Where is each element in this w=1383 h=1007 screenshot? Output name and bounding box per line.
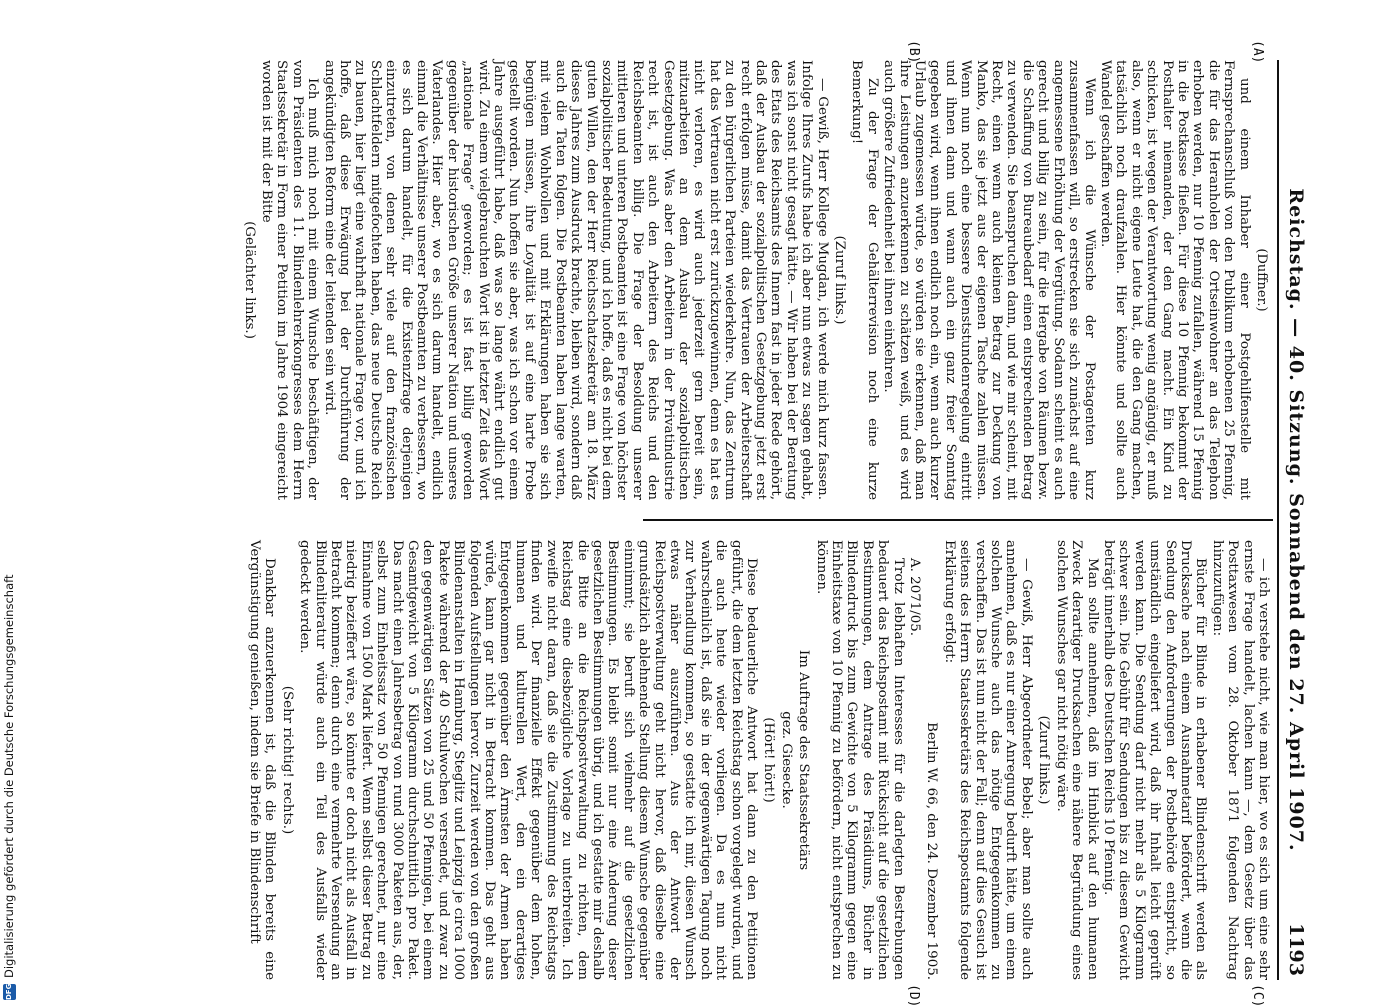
left-column bbox=[239, 60, 1271, 500]
rotated-page bbox=[79, 40, 1309, 1007]
quoted-proposal: Bücher für Blinde in erhabener Blindenschrift werden als Drucksache nach einem Ausnahmetarif befördert, wenn die Sendung den Anforderungen der Postbehörde entspricht, so umständlich eingeliefert wird, daß ihr Inhalt leicht geprüft werden kann. Die Sendung darf nicht mehr als 5 Kilogramm schwer sein. Die Gebühr für Sendungen bis zu diesem Gewicht beträgt innerhalb des Deutschen Reichs 10 Pfennig. bbox=[1100, 540, 1209, 980]
interjection: (Gelächter links.) bbox=[241, 221, 257, 339]
interjection: (Zuruf links.) bbox=[1036, 715, 1052, 805]
letter-signature: gez. Giesecke. bbox=[778, 711, 794, 809]
paragraph: und einem Inhaber einer Postgehilfenstelle mit Fernsprechanschluß von den Publikum erhobenen 25 Pfennig, die für das Heranholen der Ortseinwohner an das Telephon erhoben werden, nur 10 Pfennig zufallen, während 15 Pfennig in die Postkasse fließen. Für diese 10 Pfennig bekommt der Posthalter niemanden, der den Gang macht. Ein Kind zu schicken, ist wegen der Verantwortung wenig angängig, er muß also, wenn er nicht eigene Leute hat, die den Gang machen, tatsächlich noch draufzahlen. Hier könnte und sollte auch Wandel geschaffen werden. bbox=[1097, 60, 1252, 500]
paragraph: Ich muß mich noch mit einem Wunsche beschäftigen, der vom Präsidenten des 11. Blindenlehrerkongresses dem Herrn Staatssekretär in Form einer Petition im Jahre 1904 eingereicht worden ist mit der Bitte bbox=[259, 60, 321, 500]
letter-signature-line: Im Auftrage des Staatssekretärs bbox=[796, 649, 812, 871]
interjection: (Sehr richtig! rechts.) bbox=[279, 685, 295, 835]
letter-reference: A. 2071/05. bbox=[907, 558, 923, 637]
interjection: (Hört! hört!) bbox=[761, 717, 777, 803]
paragraph: Diese bedauerliche Antwort hat dann zu den Petitionen geführt, die dem letzten Reichstag schon vorgelegt wurden, und die auch heute wieder vorliegen. Da es nun nicht wahrscheinlich ist, daß sie in der gegenwärtigen Tagung noch zur Verhandlung kommen, so gestatte ich mir, diesen Wunsch etwas näher auszuführen. Aus der Antwort der Reichspostverwaltung geht nicht hervor, daß dieselbe eine grundsätzlich ablehnende Stellung diesem Wunsche gegenüber einnimmt; sie beruft sich vielmehr auf die gesetzlichen Bestimmungen. Es bleibt somit nur eine Änderung dieser gesetzlichen Bestimmungen übrig, und ich gestatte mir deshalb die Bitte an die Reichspostverwaltung zu richten, dem Reichstag eine diesbezügliche Vorlage zu unterbreiten. Ich zweifle nicht daran, daß sie die Zustimmung des Reichstags finden wird. Der finanzielle Effekt gegenüber dem hohen, humanen und kulturellen Wert, den ein derartiges Entgegenkommen gegenüber den Ärmsten der Armen haben würde, kann gar nicht in Betracht kommen. Das geht aus folgenden Aufstellungen hervor. Zurzeit werden von den großen Blindenanstalten in Hamburg, Steglitz und Leipzig je circa 1000 Pakete während der 40 Schulwochen versendet, und zwar zu den gegenwärtigen Sätzen von 25 und 50 Pfennigen, bei einem Gesamtgewicht von 5 Kilogramm durchschnittlich pro Paket. Das macht einen Jahresbetrag von rund 3000 Paketen aus, der, selbst zum Einheitssatz von 50 Pfennigen gerechnet, nur eine Einnahme von 1500 Mark liefert. Wenn selbst dieser Betrag zu niedrig bezieffert wäre, so könnte er doch nicht als Ausfall in Betracht kommen; denn durch eine vermehrte Versendung an Blindenliteratur würde auch ein Teil des Ausfalls wieder gedeckt werden. bbox=[297, 540, 759, 980]
margin-marker-a: (A) bbox=[1250, 40, 1265, 64]
paragraph: — Gewiß, Herr Abgeordneter Bebel; aber man sollte auch annehmen, daß es nur einer Anregung bedurft hätte, um einem solchen Wunsche auch das nötige Entgegenkommen zu verschaffen. Das ist nun nicht der Fall; denn auf dies Gesuch ist seitens des Herrn Staatssekretärs des Reichspostamts folgende Erklärung erfolgt: bbox=[941, 540, 1034, 980]
column-divider bbox=[643, 519, 1273, 521]
paragraph: Dankbar anzuerkennen ist, daß die Blinden bereits eine Vergünstigung genießen, indem sie Briefe in Blindenschrift bbox=[247, 540, 278, 980]
interjection: (Zuruf links.) bbox=[832, 235, 848, 325]
right-column bbox=[246, 540, 1271, 980]
page-number: 1193 bbox=[1285, 923, 1307, 976]
funding-footer bbox=[2, 575, 16, 1000]
speaker-name: (Duffner.) bbox=[1254, 248, 1269, 312]
letter-date: Berlin W. 66, den 24. Dezember 1905. bbox=[924, 722, 940, 980]
letter-body: Trotz lebhaften Interesses für die darlegten Bestrebungen bedauert das Reichspostamt mit Rücksicht auf die gesetzlichen Bestimmungen, dem Antrage des Präsidiums, Bücher in Blindendruck bis zum Gewichte von 5 Kilogramm gegen eine Einheitstaxe von 10 Pfennig zu befördern, nicht entsprechen zu können. bbox=[813, 540, 906, 980]
funding-note: Digitalisierung gefördert durch die Deutsche Forschungsgemeinschaft bbox=[2, 574, 16, 978]
paragraph: — ich verstehe nicht, wie man hier, wo es sich um eine sehr ernste Frage handelt, lachen kann —, dem Gesetz über das Posttaxwesen vom 28. Oktober 1871 folgenden Nachtrag hinzuzufügen: bbox=[1209, 540, 1271, 980]
page-header bbox=[1277, 60, 1309, 980]
dfg-logo-icon: DFG bbox=[3, 984, 16, 1000]
margin-marker-d: (D) bbox=[906, 984, 921, 1007]
margin-marker-b: (B) bbox=[906, 40, 921, 64]
page-title: Reichstag. — 40. Sitzung. Sonnabend den 27. April 1907. bbox=[1285, 188, 1307, 852]
paragraph: — Gewiß, Herr Kollege Mugdan, ich werde mich kurz fassen. Infolge Ihres Zurufs habe ich aber nun etwas zu sagen gehabt, was ich sonst nicht gesagt hätte. — Wir haben bei der Beratung des Etats des Reichsamts des Innern fast in jeder Rede gehört, daß der Ausbau der sozialpolitischen Gesetzgebung jetzt erst recht erfolgen müsse, damit das Vertrauen der Arbeiterschaft zu den bürgerlichen Parteien wiederkehre. Nun, das Zentrum hat das Vertrauen nicht erst zurückzugewinnen, denn es hat es nicht verloren, es wird auch jederzeit gern bereit sein, mitzuarbeiten an dem Ausbau der sozialpolitischen Gesetzgebung. Was aber den Arbeitern in der Privatindustrie recht ist, ist auch den Arbeitern des Reichs und den Reichsbeamten billig. Die Frage der Besoldung unserer mittleren und unteren Postbeamten ist eine Frage von höchster sozialpolitischer Bedeutung, und ich hoffe, daß es nicht bei dem guten Willen, den der Herr Reichsschatzsekretär am 18. März dieses Jahres zum Ausdruck brachte, bleiben wird, sondern daß auch die Taten folgen. Die Postbeamten haben lange warten, mit vielem Wohlwollen und mit Erklärungen haben sie sich begnügen müssen, ihre Loyalität ist auf eine harte Probe gestellt worden. Nun hoffen sie aber, was ich schon vor einem Jahre ausgeführt habe, daß was so lange währt endlich gut wird. Zu einem vielgebrauchten Wort ist in letzter Zeit das Wort „nationale Frage“ geworden; es ist fast billig geworden gegenüber der historischen Größe unserer Nation und unseres Vaterlandes. Hier aber, wo es sich darum handelt, endlich einmal die Verhältnisse unserer Postbeamten zu verbessern, wo es sich darum handelt, für die Existenzfrage derjenigen einzutreten, von denen sehr viele auf den französischen Schlachtfeldern mitgefochten haben, das neue Deutsche Reich zu bauen, hier liegt eine wahrhaft nationale Frage vor, und ich hoffe, daß diese Erwägung bei der Durchführung der angekündigten Reform eine der leitenden sein wird. bbox=[321, 60, 830, 500]
paragraph: Wenn ich die Wünsche der Postagenten kurz zusammenfassen will, so erstrecken sie sich zunächst auf eine angemessene Erhöhung der Vergütung. Sodann scheint es auch gerecht und billig zu sein, für die Hergabe von Räumen bezw. die Schaffung von Bureaubedarf einen entsprechenden Betrag zu verwenden. Sie beanspruchen dann, und wie mir scheint, mit Recht, einen wenn auch kleinen Betrag zur Deckung von Manko, das sie jetzt aus der eigenen Tasche zahlen müssen. Wenn nun noch eine bessere Dienststundenregelung eintritt und ihnen dann und wann auch ein ganz freier Sonntag gegeben wird, wenn ihnen endlich noch ein, wenn auch kurzer Urlaub zugemessen würde, so würden sie erkennen, daß man ihre Leistungen anzuerkennen zu schätzen weiß, und es wird auch größere Zufriedenheit bei ihnen einkehren. bbox=[881, 60, 1097, 500]
paragraph: Man sollte annehmen, daß im Hinblick auf den humanen Zweck derartiger Drucksachen eine nähere Begründung eines solchen Wunsches gar nicht nötig wäre. bbox=[1053, 540, 1100, 980]
paragraph: Zu der Frage der Gehälterrevision noch eine kurze Bemerkung! bbox=[849, 60, 880, 500]
margin-marker-c: (C) bbox=[1250, 984, 1265, 1007]
